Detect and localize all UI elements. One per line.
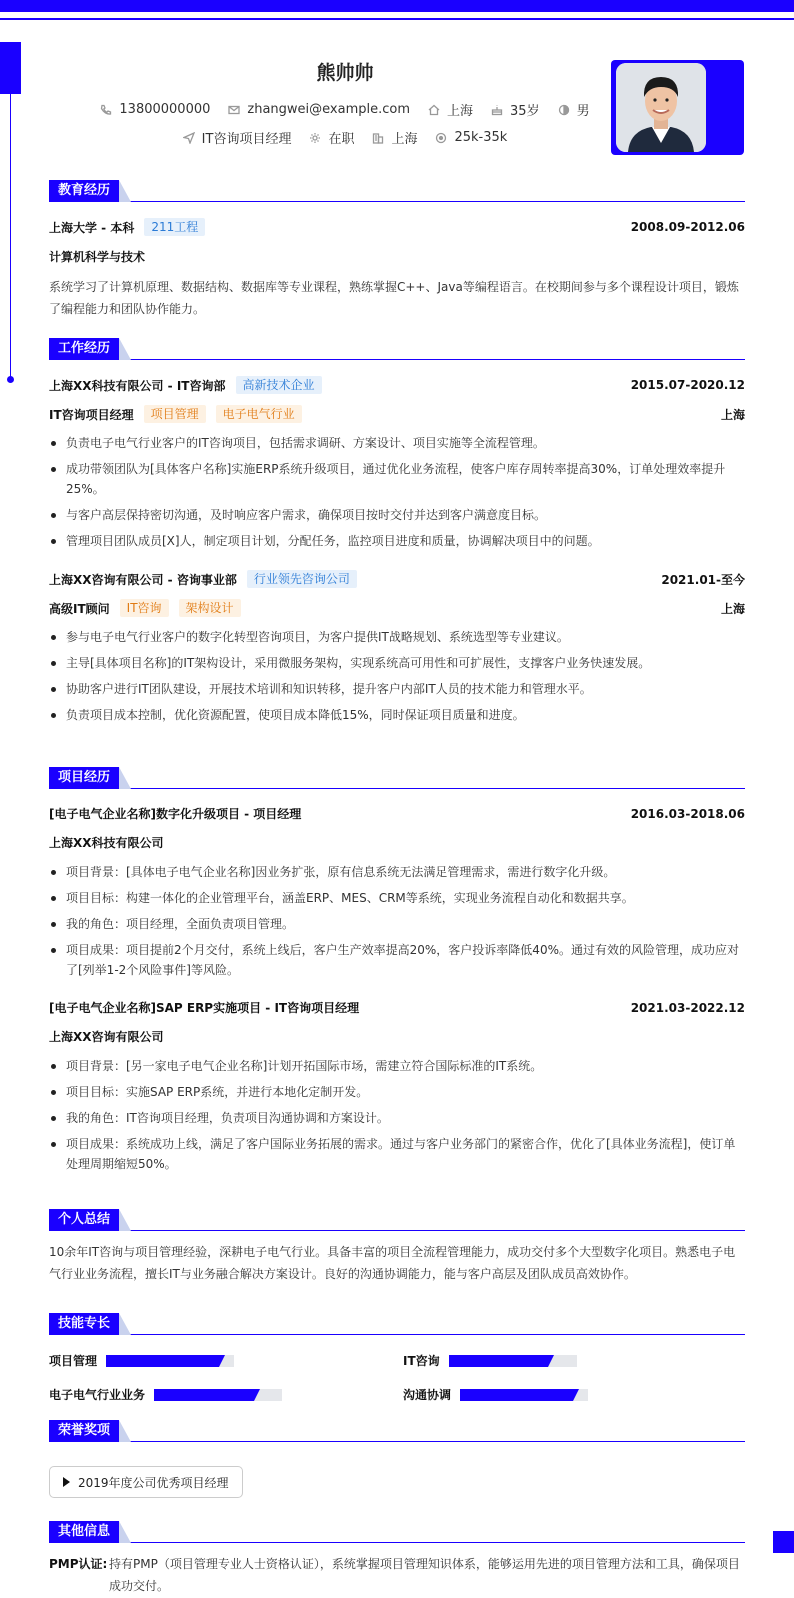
other-title: 其他信息 — [49, 1521, 119, 1543]
education-period: 2008.09-2012.06 — [630, 220, 745, 234]
list-item: 我的角色：项目经理，全面负责项目管理。 — [49, 914, 745, 934]
honors-title: 荣誉奖项 — [49, 1420, 119, 1442]
skill-bar-fill — [106, 1355, 219, 1367]
job-tag: IT咨询 — [120, 599, 169, 617]
project-bullets — [49, 1056, 745, 1180]
skill-name: 项目管理 — [49, 1354, 98, 1368]
skill-item — [49, 1386, 282, 1403]
list-item: 项目背景：[另一家电子电气企业名称]计划开拓国际市场，需建立符合国际标准的IT系统。 — [49, 1056, 745, 1076]
other-section — [49, 1521, 745, 1593]
skills-title: 技能专长 — [49, 1313, 119, 1335]
building-icon — [372, 132, 384, 144]
summary-title: 个人总结 — [49, 1209, 119, 1231]
education-header — [49, 180, 745, 202]
cake-icon — [491, 104, 503, 116]
skill-bar-fill — [449, 1355, 549, 1367]
phone-icon — [100, 104, 112, 116]
education-major: 计算机科学与技术 — [49, 250, 146, 264]
left-timeline-dot — [7, 376, 14, 383]
job-tag: 电子电气行业 — [216, 405, 302, 423]
list-item: 主导[具体项目名称]的IT架构设计，采用微服务架构，实现系统高可用性和可扩展性，支撑客户业务快速发展。 — [49, 653, 745, 673]
other-header — [49, 1521, 745, 1543]
project-header — [49, 767, 745, 789]
award-label: 2019年度公司优秀项目经理 — [78, 1475, 229, 1490]
honors-section — [49, 1420, 745, 1490]
gear-icon — [309, 132, 321, 144]
gender-item — [558, 100, 590, 119]
project-company: 上海XX科技有限公司 — [49, 836, 164, 850]
target-job-item — [183, 128, 292, 147]
other-label: PMP认证: — [49, 1557, 108, 1571]
project-name: [电子电气企业名称]SAP ERP实施项目 - IT咨询项目经理 — [49, 1001, 360, 1015]
skills-section — [49, 1313, 745, 1402]
home-icon — [428, 104, 440, 116]
status-item — [309, 128, 354, 147]
job-company: 上海XX科技有限公司 - IT咨询部 — [49, 378, 226, 393]
list-item: 参与电子电气行业客户的数字化转型咨询项目，为客户提供IT战略规划、系统选型等专业建议。 — [49, 627, 745, 647]
honors-header — [49, 1420, 745, 1442]
job-period: 2021.01-至今 — [661, 572, 745, 587]
email-text: zhangwei@example.com — [247, 102, 411, 117]
right-accent-block — [773, 1531, 794, 1553]
list-item: 项目背景：[具体电子电气企业名称]因业务扩张，原有信息系统无法满足管理需求，需进行数字化升级。 — [49, 862, 745, 882]
summary-section — [49, 1209, 745, 1281]
project-company-row — [49, 1028, 745, 1045]
list-item: 项目成果：项目提前2个月交付，系统上线后，客户生产效率提高20%，客户投诉率降低40%。通过有效的风险管理，成功应对了[列举1-2个风险事件]等风险。 — [49, 940, 745, 980]
target-city-text: 上海 — [391, 132, 418, 147]
salary-text: 25k-35k — [454, 130, 508, 145]
job-role: 高级IT顾问 — [49, 601, 110, 616]
education-section — [49, 180, 745, 316]
job-tag: 架构设计 — [179, 599, 241, 617]
list-item: 项目目标：实施SAP ERP系统，并进行本地化定制开发。 — [49, 1082, 745, 1102]
job-company-tag: 行业领先咨询公司 — [247, 570, 357, 588]
target-city-item — [372, 128, 417, 147]
phone-item — [100, 102, 210, 117]
mail-icon — [228, 104, 240, 116]
skill-item — [403, 1352, 577, 1369]
skill-bar-fill — [460, 1389, 573, 1401]
project-section — [49, 767, 745, 1171]
list-item: 成功带领团队为[具体客户名称]实施ERP系统升级项目，通过优化业务流程，使客户库存周转率提高30%，订单处理效率提升25%。 — [49, 459, 745, 499]
other-info-row — [49, 1553, 745, 1597]
job-company-tag: 高新技术企业 — [236, 376, 322, 394]
school-tag: 211工程 — [144, 218, 205, 236]
school-name: 上海大学 - 本科 — [49, 220, 135, 235]
job-location: 上海 — [720, 407, 745, 422]
list-item: 项目目标：构建一体化的企业管理平台，涵盖ERP、MES、CRM等系统，实现业务流程自动化和数据共享。 — [49, 888, 745, 908]
job-bullets — [49, 433, 745, 557]
job-company-row — [49, 570, 745, 588]
skill-bar — [449, 1355, 577, 1367]
skill-name: 沟通协调 — [403, 1388, 452, 1402]
education-major-row — [49, 248, 745, 265]
send-icon — [183, 132, 195, 144]
age-item — [491, 100, 540, 119]
skill-bar — [460, 1389, 588, 1401]
skill-name: IT咨询 — [403, 1354, 440, 1368]
list-item: 协助客户进行IT团队建设，开展技术培训和知识转移，提升客户内部IT人员的技术能力和管理水平。 — [49, 679, 745, 699]
job-role: IT咨询项目经理 — [49, 407, 134, 422]
list-item: 我的角色：IT咨询项目经理，负责项目沟通协调和方案设计。 — [49, 1108, 745, 1128]
target-job-text: IT咨询项目经理 — [201, 132, 292, 147]
skill-item — [403, 1386, 588, 1403]
project-name: [电子电气企业名称]数字化升级项目 - 项目经理 — [49, 807, 302, 821]
education-description: 系统学习了计算机原理、数据结构、数据库等专业课程，熟练掌握C++、Java等编程语言。在校期间参与多个课程设计项目，锻炼了编程能力和团队协作能力。 — [49, 280, 739, 316]
award-toggle[interactable] — [49, 1466, 243, 1498]
job-tag: 项目管理 — [144, 405, 206, 423]
age-text: 35岁 — [510, 104, 540, 119]
top-accent-line — [0, 18, 794, 20]
work-header — [49, 338, 745, 360]
skill-bar — [106, 1355, 234, 1367]
skill-name: 电子电气行业业务 — [49, 1388, 146, 1402]
status-text: 在职 — [328, 132, 355, 147]
summary-header — [49, 1209, 745, 1231]
project-period: 2016.03-2018.06 — [630, 806, 745, 821]
phone-text: 13800000000 — [119, 102, 211, 117]
job-role-row — [49, 599, 745, 617]
list-item: 与客户高层保持密切沟通，及时响应客户需求，确保项目按时交付并达到客户满意度目标。 — [49, 505, 745, 525]
caret-right-icon — [63, 1477, 70, 1487]
contact-row — [0, 100, 690, 119]
job-intent-row — [0, 128, 690, 147]
target-icon — [435, 132, 447, 144]
other-text: 持有PMP（项目管理专业人士资格认证），系统掌握项目管理知识体系，能够运用先进的项目管理方法和工具，确保项目成功交付。 — [109, 1557, 740, 1593]
skills-header — [49, 1313, 745, 1335]
education-title: 教育经历 — [49, 180, 119, 202]
project-title: 项目经历 — [49, 767, 119, 789]
salary-item — [435, 130, 507, 145]
candidate-name: 熊帅帅 — [316, 62, 374, 84]
top-accent-bar — [0, 0, 794, 12]
email-item — [228, 102, 410, 117]
job-period: 2015.07-2020.12 — [630, 378, 745, 392]
education-school-row — [49, 218, 745, 236]
profile-photo — [616, 63, 706, 152]
work-section — [49, 338, 745, 722]
job-company-row — [49, 376, 745, 394]
project-company: 上海XX咨询有限公司 — [49, 1030, 164, 1044]
skill-bar — [154, 1389, 282, 1401]
list-item: 管理项目团队成员[X]人，制定项目计划，分配任务，监控项目进度和质量，协调解决项目中的问题。 — [49, 531, 745, 551]
project-bullets — [49, 862, 745, 986]
gender-icon — [558, 104, 570, 116]
city-text: 上海 — [447, 104, 474, 119]
list-item: 项目成果：系统成功上线，满足了客户国际业务拓展的需求。通过与客户业务部门的紧密合作，优化了[具体业务流程]，使订单处理周期缩短50%。 — [49, 1134, 745, 1174]
project-name-row — [49, 805, 745, 822]
job-company: 上海XX咨询有限公司 - 咨询事业部 — [49, 572, 237, 587]
project-company-row — [49, 834, 745, 851]
job-bullets — [49, 627, 745, 731]
list-item: 负责电子电气行业客户的IT咨询项目，包括需求调研、方案设计、项目实施等全流程管理。 — [49, 433, 745, 453]
skill-item — [49, 1352, 234, 1369]
city-item — [428, 100, 473, 119]
work-title: 工作经历 — [49, 338, 119, 360]
list-item: 负责项目成本控制，优化资源配置，使项目成本降低15%，同时保证项目质量和进度。 — [49, 705, 745, 725]
project-name-row — [49, 999, 745, 1016]
gender-text: 男 — [576, 104, 590, 119]
photo-frame — [611, 60, 744, 155]
job-role-row — [49, 405, 745, 423]
job-location: 上海 — [720, 601, 745, 616]
summary-text: 10余年IT咨询与项目管理经验，深耕电子电气行业。具备丰富的项目全流程管理能力，成功交付多个大型数字化项目。熟悉电子电气行业业务流程，擅长IT与业务融合解决方案设计。良好的沟通协调能力，能与客户高层及团队成员高效协作。 — [49, 1245, 736, 1281]
skill-bar-fill — [154, 1389, 254, 1401]
project-period: 2021.03-2022.12 — [630, 1000, 745, 1015]
